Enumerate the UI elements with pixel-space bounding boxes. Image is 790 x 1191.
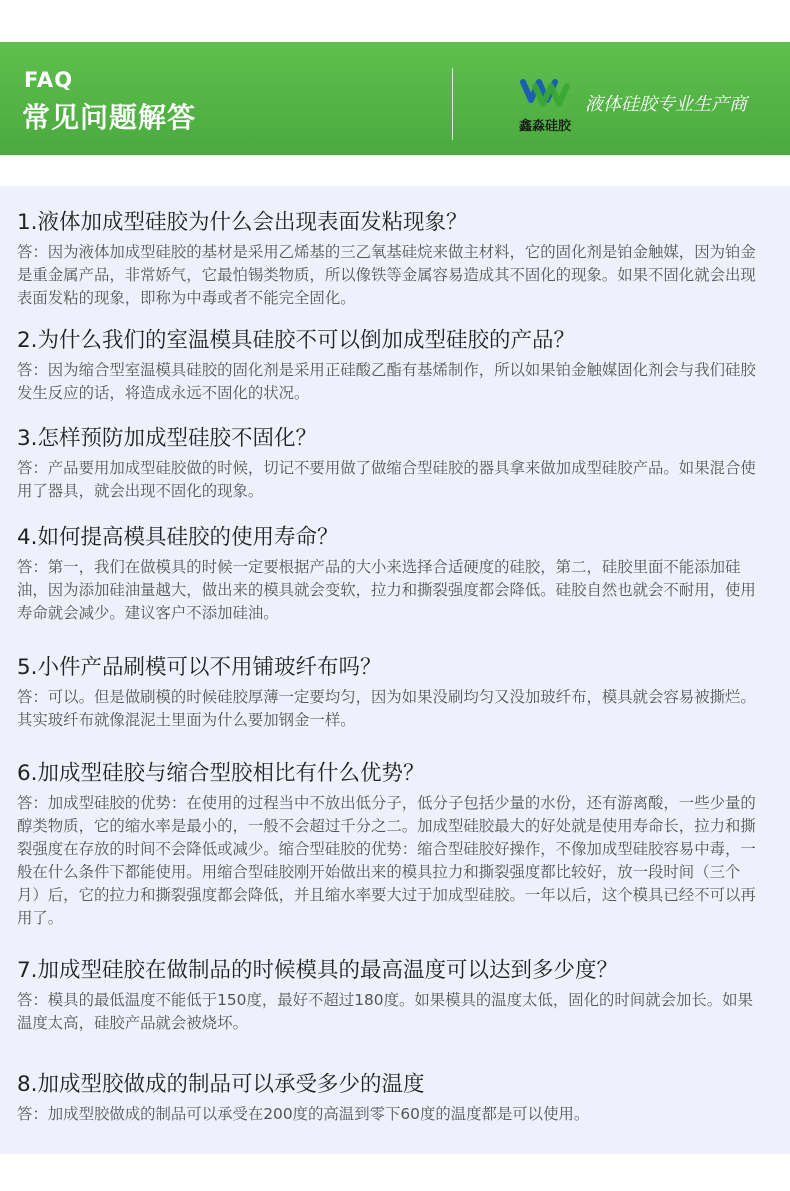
faq-item bbox=[17, 956, 762, 1035]
faq-item bbox=[17, 424, 762, 503]
faq-question: 1.液体加成型硅胶为什么会出现表面发粘现象？ bbox=[17, 210, 468, 235]
wave-logo-icon bbox=[519, 72, 571, 112]
faq-item bbox=[17, 326, 762, 405]
faq-label: FAQ bbox=[24, 68, 74, 92]
faq-item bbox=[17, 208, 762, 310]
faq-answer: 答：加成型硅胶的优势：在使用的过程当中不放出低分子，低分子包括少量的水份，还有游离酸，一些少量的醇类物质，它的缩水率是最小的，一般不会超过千分之二。加成型硅胶最大的好处就是使用寿命长，拉力和撕裂强度在存放的时间不会降低或减少。缩合型硅胶的优势：缩合型硅胶好操作，不像加成型硅胶容易中毒，一般在什么条件下都能使用。用缩合型硅胶刚开始做出来的模具拉力和撕裂强度都比较好，放一段时间（三个月）后，它的拉力和撕裂强度都会降低，并且缩水率要大过于加成型硅胶。一年以后，这个模具已经不可以再用了。 bbox=[17, 794, 756, 927]
faq-answer: 答：第一，我们在做模具的时候一定要根据产品的大小来选择合适硬度的硅胶，第二，硅胶里面不能添加硅油，因为添加硅油量越大，做出来的模具就会变软，拉力和撕裂强度都会降低。硅胶自然也就会不耐用，使用寿命就会减少。建议客户不添加硅油。 bbox=[17, 558, 756, 622]
faq-item bbox=[17, 653, 762, 732]
faq-answer: 答：模具的最低温度不能低于150度，最好不超过180度。如果模具的温度太低，固化的时间就会加长。如果温度太高，硅胶产品就会被烧坏。 bbox=[17, 991, 753, 1032]
faq-answer: 答：因为液体加成型硅胶的基材是采用乙烯基的三乙氧基硅烷来做主材料，它的固化剂是铂金触媒，因为铂金是重金属产品，非常娇气，它最怕锡类物质，所以像铁等金属容易造成其不固化的现象。如果不固化就会出现表面发粘的现象，即称为中毒或者不能完全固化。 bbox=[17, 243, 756, 307]
faq-question: 7.加成型硅胶在做制品的时候模具的最高温度可以达到多少度？ bbox=[17, 958, 619, 983]
faq-question: 4.如何提高模具硅胶的使用寿命？ bbox=[17, 525, 339, 550]
page-title: 常见问题解答 bbox=[22, 101, 197, 134]
faq-answer: 答：因为缩合型室温模具硅胶的固化剂是采用正硅酸乙酯有基烯制作，所以如果铂金触媒固化剂会与我们硅胶发生反应的话，将造成永远不固化的状况。 bbox=[17, 361, 756, 402]
faq-question: 3.怎样预防加成型硅胶不固化？ bbox=[17, 426, 318, 451]
faq-answer: 答：加成型胶做成的制品可以承受在200度的高温到零下60度的温度都是可以使用。 bbox=[17, 1105, 590, 1123]
faq-question: 5.小件产品刷模可以不用铺玻纤布吗？ bbox=[17, 655, 382, 680]
faq-item bbox=[17, 759, 762, 930]
header-divider bbox=[452, 68, 453, 140]
faq-question: 6.加成型硅胶与缩合型胶相比有什么优势？ bbox=[17, 761, 425, 786]
header-banner bbox=[0, 42, 790, 155]
brand-logo bbox=[512, 72, 578, 134]
brand-slogan: 液体硅胶专业生产商 bbox=[585, 94, 747, 115]
faq-answer: 答：可以。但是做刷模的时候硅胶厚薄一定要均匀，因为如果没刷均匀又没加玻纤布，模具就会容易被撕烂。其实玻纤布就像混泥土里面为什么要加钢金一样。 bbox=[17, 688, 756, 729]
faq-answer: 答：产品要用加成型硅胶做的时候，切记不要用做了做缩合型硅胶的器具拿来做加成型硅胶产品。如果混合使用了器具，就会出现不固化的现象。 bbox=[17, 459, 756, 500]
faq-question: 2.为什么我们的室温模具硅胶不可以倒加成型硅胶的产品？ bbox=[17, 328, 576, 353]
brand-name: 鑫淼硅胶 bbox=[518, 119, 571, 134]
faq-item bbox=[17, 523, 762, 625]
faq-question: 8.加成型胶做成的制品可以承受多少的温度 bbox=[17, 1072, 425, 1097]
faq-item bbox=[17, 1070, 762, 1126]
faq-content bbox=[0, 186, 790, 1154]
